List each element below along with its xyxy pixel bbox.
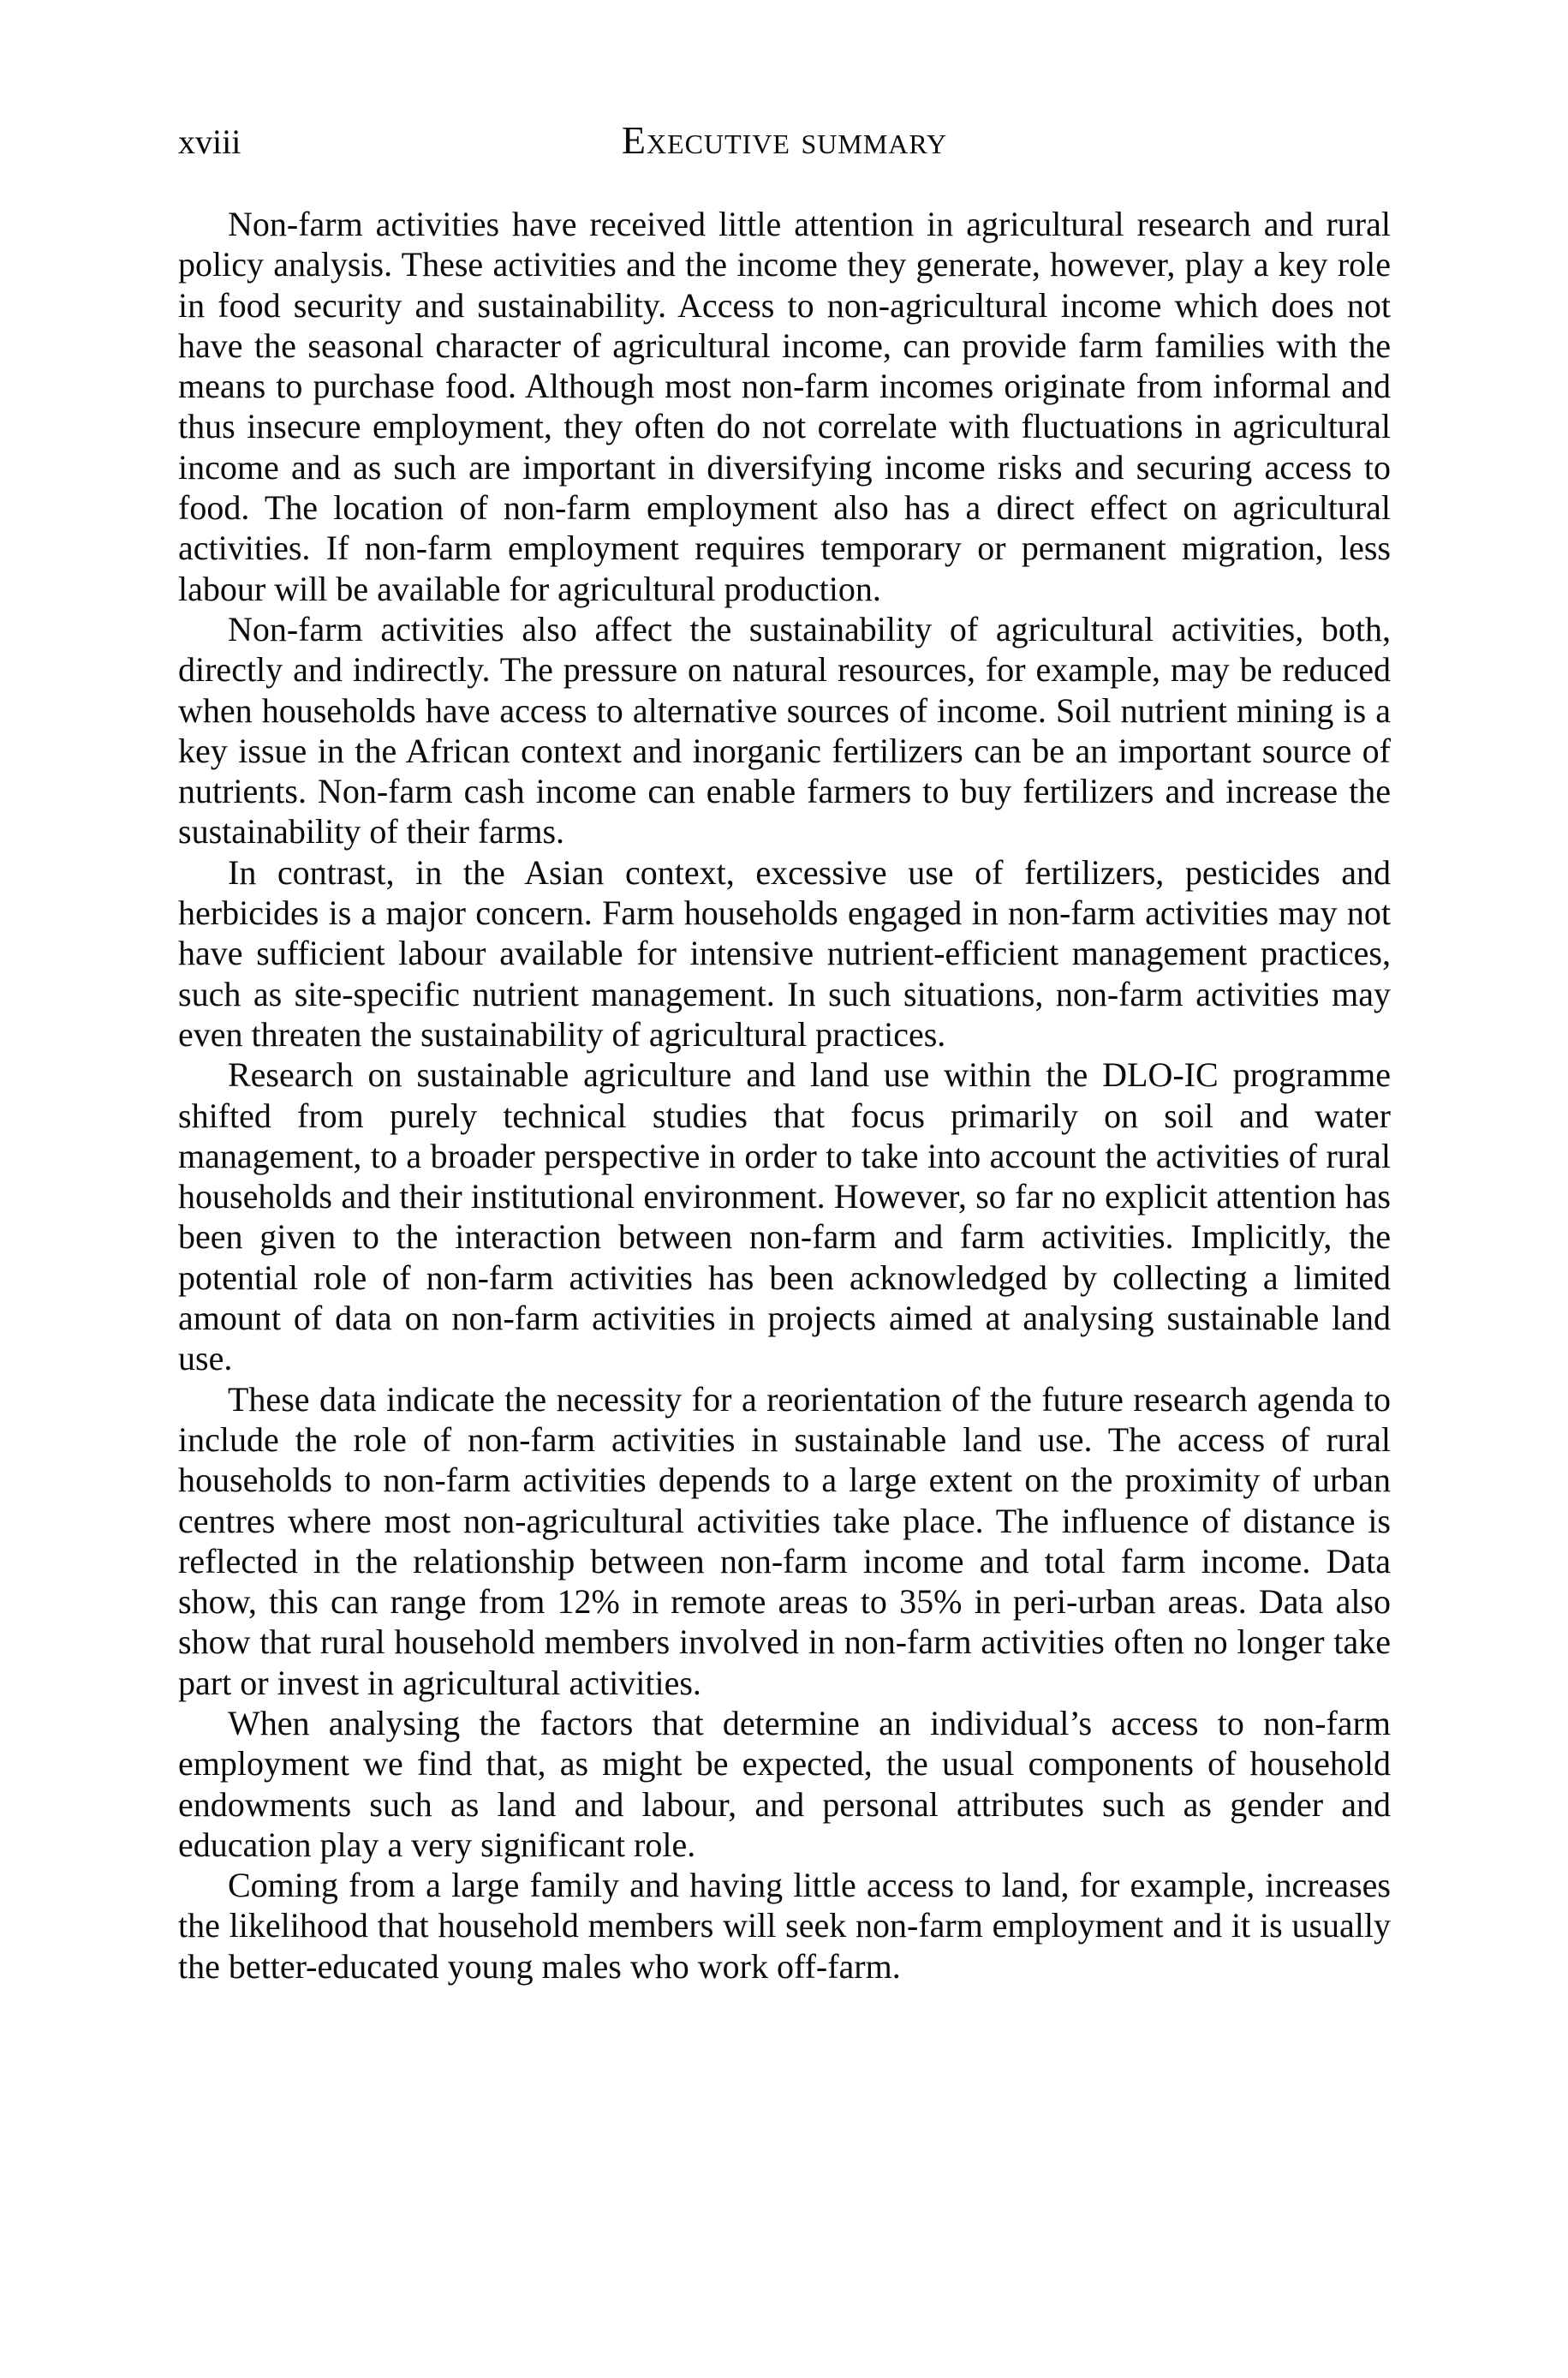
page-header (178, 0, 1391, 171)
paragraph: Research on sustainable agriculture and land use within the DLO-IC programme shifted from purely technical studies that focus primarily on soil and water management, to a broader perspective in order to take into account the activities of rural households and their institutional environment. However, so far no explicit attention has been given to the interaction between non-farm and farm activities. Implicitly, the potential role of non-farm activities has been acknowledged by collecting a limited amount of data on non-farm activities in projects aimed at analysing sustainable land use. (178, 1055, 1391, 1378)
paragraph: Non-farm activities also affect the sustainability of agricultural activities, both, directly and indirectly. The pressure on natural resources, for example, may be reduced when households have access to alternative sources of income. Soil nutrient mining is a key issue in the African context and inorganic fertilizers can be an important source of nutrients. Non-farm cash income can enable farmers to buy fertilizers and increase the sustainability of their farms. (178, 609, 1391, 851)
paragraph: These data indicate the necessity for a reorientation of the future research agenda to include the role of non-farm activities in sustainable land use. The access of rural households to non-farm activities depends to a large extent on the proximity of urban centres where most non-agricultural activities take place. The influence of distance is reflected in the relationship between non-farm income and total farm income. Data show, this can range from 12% in remote areas to 35% in peri-urban areas. Data also show that rural household members involved in non-farm activities often no longer take part or invest in agricultural activities. (178, 1379, 1391, 1702)
body-text (178, 204, 1391, 1987)
page-number: xviii (178, 122, 241, 161)
paragraph: When analysing the factors that determine an individual’s access to non-farm employment we find that, as might be expected, the usual components of household endowments such as land and labour, and personal attributes such as gender and education play a very significant role. (178, 1703, 1391, 1864)
paragraph: Coming from a large family and having little access to land, for example, increases the likelihood that household members will seek non-farm employment and it is usually the better-educated young males who work off-farm. (178, 1866, 1391, 1986)
paragraph: In contrast, in the Asian context, excessive use of fertilizers, pesticides and herbicides is a major concern. Farm households engaged in non-farm activities may not have sufficient labour available for intensive nutrient-efficient management practices, such as site-specific nutrient management. In such situations, non-farm activities may even threaten the sustainability of agricultural practices. (178, 852, 1391, 1054)
paragraph: Non-farm activities have received little attention in agricultural research and rural policy analysis. These activities and the income they generate, however, play a key role in food security and sustainability. Access to non-agricultural income which does not have the seasonal character of agricultural income, can provide farm families with the means to purchase food. Although most non-farm incomes originate from informal and thus insecure employment, they often do not correlate with fluctuations in agricultural income and as such are important in diversifying income risks and securing access to food. The location of non-farm employment also has a direct effect on agricultural activities. If non-farm employment requires temporary or permanent migration, less labour will be available for agricultural production. (178, 205, 1391, 608)
running-head-title: Executive summary (621, 118, 948, 162)
